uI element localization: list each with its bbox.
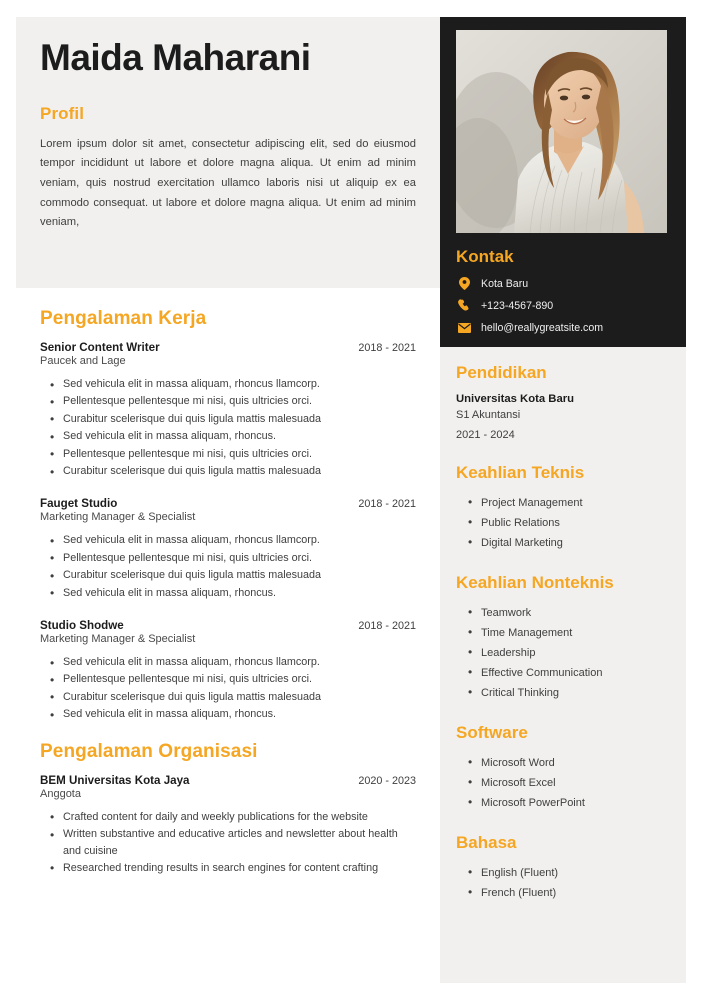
work-entry-company: Marketing Manager & Specialist bbox=[40, 633, 196, 646]
list-item: • Pellentesque pellentesque mi nisi, quis ultricies orci. bbox=[40, 446, 416, 462]
phone-icon bbox=[458, 299, 471, 312]
work-entry-date: 2018 - 2021 bbox=[358, 498, 416, 511]
right-sidebar bbox=[440, 17, 686, 983]
languages-heading: Bahasa bbox=[456, 833, 517, 853]
list-item: • Curabitur scelerisque dui quis ligula mattis malesuada bbox=[40, 411, 416, 427]
work-entry-date: 2018 - 2021 bbox=[358, 620, 416, 633]
list-item: • Curabitur scelerisque dui quis ligula mattis malesuada bbox=[40, 689, 416, 705]
list-item: • Leadership bbox=[456, 643, 670, 663]
list-item: • Pellentesque pellentesque mi nisi, quis ultricies orci. bbox=[40, 671, 416, 687]
work-entry-header bbox=[40, 341, 416, 354]
list-item: • Public Relations bbox=[456, 513, 670, 533]
organization-entry-header bbox=[40, 774, 416, 787]
avatar bbox=[456, 30, 667, 233]
work-entry-bullets bbox=[40, 654, 416, 723]
technical-skills-heading: Keahlian Teknis bbox=[456, 463, 585, 483]
contact-email-value: hello@reallygreatsite.com bbox=[481, 321, 604, 334]
contact-phone-value: +123-4567-890 bbox=[481, 299, 554, 312]
languages-list bbox=[456, 863, 670, 903]
software-heading: Software bbox=[456, 723, 528, 743]
work-entry-bullets bbox=[40, 532, 416, 601]
list-item: • Sed vehicula elit in massa aliquam, rhoncus. bbox=[40, 585, 416, 601]
list-item: • Curabitur scelerisque dui quis ligula mattis malesuada bbox=[40, 567, 416, 583]
list-item: • Microsoft PowerPoint bbox=[456, 793, 670, 813]
organization-entry-date: 2020 - 2023 bbox=[358, 774, 416, 787]
list-item: • Written substantive and educative articles and newsletter about health and cuisine bbox=[40, 826, 416, 859]
work-entry-date: 2018 - 2021 bbox=[358, 342, 416, 354]
list-item: • Project Management bbox=[456, 493, 670, 513]
contact-phone[interactable] bbox=[456, 299, 670, 312]
list-item: • Microsoft Excel bbox=[456, 773, 670, 793]
work-entry-title: Senior Content Writer bbox=[40, 341, 160, 354]
work-entry-header bbox=[40, 619, 416, 632]
work-entry bbox=[40, 341, 416, 367]
organization-entry bbox=[40, 774, 416, 800]
portrait-photo bbox=[456, 30, 667, 233]
list-item: • Crafted content for daily and weekly publications for the website bbox=[40, 809, 416, 825]
work-entry-title: Fauget Studio bbox=[40, 497, 118, 511]
work-entry-bullets bbox=[40, 376, 416, 479]
soft-skills-list bbox=[456, 603, 670, 703]
contact-location[interactable] bbox=[456, 277, 670, 290]
left-column-body bbox=[16, 308, 440, 876]
page-title: Maida Maharani bbox=[40, 37, 311, 78]
list-item: • Sed vehicula elit in massa aliquam, rhoncus. bbox=[40, 428, 416, 444]
soft-skills-heading: Keahlian Nonteknis bbox=[456, 573, 614, 593]
work-entry bbox=[40, 497, 416, 523]
software-list bbox=[456, 753, 670, 813]
sidebar-body bbox=[440, 347, 686, 903]
organization-entry-bullets bbox=[40, 809, 416, 877]
work-entry-company: Marketing Manager & Specialist bbox=[40, 511, 196, 524]
organization-entry-title: BEM Universitas Kota Jaya bbox=[40, 773, 190, 787]
list-item: • French (Fluent) bbox=[456, 883, 670, 903]
work-entry-company: Paucek and Lage bbox=[40, 355, 126, 367]
work-entry bbox=[40, 619, 416, 645]
list-item: • Sed vehicula elit in massa aliquam, rhoncus llamcorp. bbox=[40, 532, 416, 548]
work-experience-heading: Pengalaman Kerja bbox=[40, 308, 207, 329]
education-years: 2021 - 2024 bbox=[456, 429, 515, 442]
profile-heading: Profil bbox=[40, 103, 85, 123]
technical-skills-list bbox=[456, 493, 670, 553]
list-item: • Microsoft Word bbox=[456, 753, 670, 773]
education-heading: Pendidikan bbox=[456, 363, 547, 382]
list-item: • Time Management bbox=[456, 623, 670, 643]
contact-heading: Kontak bbox=[456, 247, 514, 266]
contact-dark-panel bbox=[440, 17, 686, 347]
work-entry-header bbox=[40, 497, 416, 510]
contact-email[interactable] bbox=[456, 321, 670, 334]
list-item: • Effective Communication bbox=[456, 663, 670, 683]
list-item: • Pellentesque pellentesque mi nisi, quis ultricies orci. bbox=[40, 393, 416, 409]
list-item: • Critical Thinking bbox=[456, 683, 670, 703]
education-school: Universitas Kota Baru bbox=[456, 393, 575, 405]
list-item: • Digital Marketing bbox=[456, 533, 670, 553]
profile-summary-text: Lorem ipsum dolor sit amet, consectetur adipiscing elit, sed do eiusmod tempor incididunt ut labore et dolore magna aliqua. Ut enim ad minim veniam, quis nostrud exercitation ullamco laboris nisi ut aliquip ex ea commodo consequat. ut labore et dolore magna aliqua. Ut enim ad minim veniam, bbox=[40, 137, 416, 229]
organization-experience-heading: Pengalaman Organisasi bbox=[40, 740, 258, 762]
list-item: • Researched trending results in search engines for content crafting bbox=[40, 860, 416, 876]
work-entry-title: Studio Shodwe bbox=[40, 619, 124, 633]
education-degree: S1 Akuntansi bbox=[456, 409, 521, 421]
list-item: • Teamwork bbox=[456, 603, 670, 623]
list-item: • English (Fluent) bbox=[456, 863, 670, 883]
list-item: • Pellentesque pellentesque mi nisi, quis ultricies orci. bbox=[40, 550, 416, 566]
contact-location-value: Kota Baru bbox=[481, 277, 529, 290]
list-item: • Sed vehicula elit in massa aliquam, rhoncus llamcorp. bbox=[40, 654, 416, 670]
organization-entry-role: Anggota bbox=[40, 787, 81, 800]
location-pin-icon bbox=[458, 277, 471, 290]
list-item: • Curabitur scelerisque dui quis ligula mattis malesuada bbox=[40, 463, 416, 479]
list-item: • Sed vehicula elit in massa aliquam, rhoncus llamcorp. bbox=[40, 376, 416, 392]
left-column bbox=[16, 17, 440, 983]
list-item: • Sed vehicula elit in massa aliquam, rhoncus. bbox=[40, 706, 416, 722]
envelope-icon bbox=[458, 321, 471, 334]
profile-block bbox=[16, 17, 440, 288]
